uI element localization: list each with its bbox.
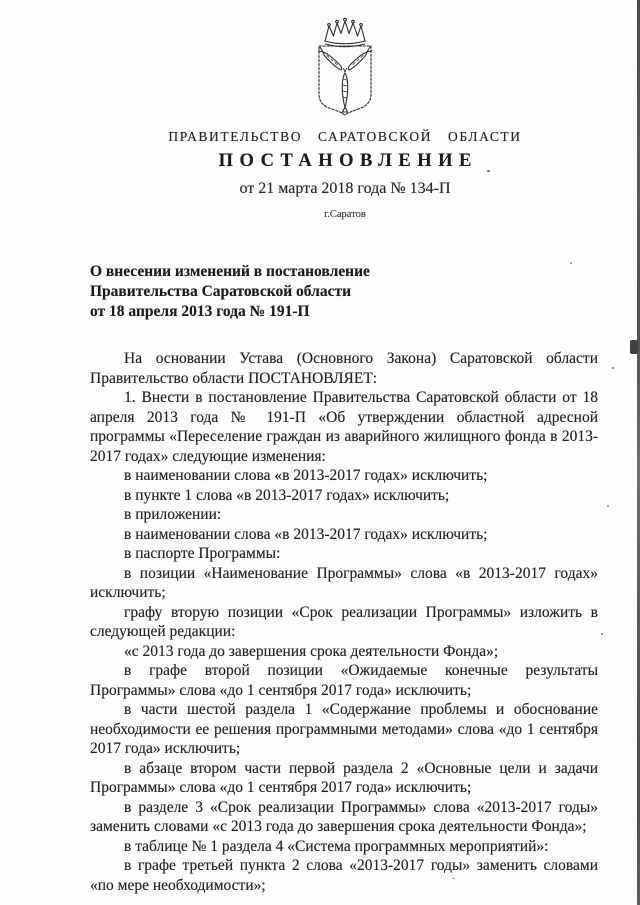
sterlet-right-icon	[348, 52, 367, 70]
body-paragraph: На основании Устава (Основного Закона) Саратовской области Правительство области ПОСТАНОВЛЯЕТ:	[90, 350, 598, 387]
scan-speck	[601, 633, 603, 635]
document-city: г.Саратов	[324, 209, 366, 220]
body-paragraph: в графе второй позиции «Ожидаемые конечные результаты Программы» слова «до 1 сентября 2017 года» исключить;	[90, 662, 598, 699]
body-paragraph: в наименовании слова «в 2013-2017 годах» исключить;	[124, 525, 488, 543]
coat-of-arms-icon	[316, 16, 374, 116]
scan-edge-blob	[630, 340, 638, 354]
sterlet-center-icon	[342, 73, 347, 107]
body-paragraph: в паспорте Программы:	[124, 545, 281, 562]
title-line: О внесении изменений в постановление	[90, 263, 370, 280]
body-paragraph: в части шестой раздела 1 «Содержание проблемы и обоснование необходимости ее решения программными методами» слова «до 1 сентября 2017 года» исключить;	[90, 701, 598, 757]
document-title	[90, 262, 598, 322]
body-paragraph: в абзаце втором части первой раздела 2 «Основные цели и задачи Программы» слова «до 1 сентября 2017 года» исключить;	[90, 759, 598, 796]
crown-icon	[325, 21, 365, 41]
document-body	[90, 349, 598, 895]
sterlet-left-icon	[323, 52, 342, 70]
body-paragraph: 1. Внести в постановление Правительства Саратовской области от 18 апреля 2013 года № 191-П «Об утверждении областной адресной программы «Переселение граждан из аварийного жилищного фонда в 2013-2017 годах» следующие изменения:	[90, 389, 598, 465]
body-paragraph: в пункте 1 слова «в 2013-2017 годах» исключить;	[124, 486, 450, 504]
shield-icon	[319, 46, 371, 115]
body-paragraph: графу вторую позиции «Срок реализации Программы» изложить в следующей редакции:	[90, 603, 598, 640]
body-paragraph: в графе третьей пункта 2 слова «2013-2017 годы» заменить словами «по мере необходимости»;	[90, 857, 598, 894]
issuing-authority: ПРАВИТЕЛЬСТВО САРАТОВСКОЙ ОБЛАСТИ	[168, 129, 522, 144]
body-paragraph: в наименовании слова «в 2013-2017 годах» исключить;	[124, 467, 488, 484]
scan-speck	[612, 367, 614, 369]
scan-speck	[607, 505, 609, 507]
document-type-heading: ПОСТАНОВЛЕНИЕ	[218, 151, 478, 171]
document-date-number: от 21 марта 2018 года № 134-П	[239, 180, 451, 197]
body-paragraph: «с 2013 года до завершения срока деятельности Фонда»;	[124, 642, 499, 660]
body-paragraph: в таблице № 1 раздела 4 «Система программных мероприятий»:	[124, 837, 549, 855]
title-line: от 18 апреля 2013 года № 191-П	[90, 303, 310, 320]
body-paragraph: в приложении:	[124, 506, 222, 523]
body-paragraph: в позиции «Наименование Программы» слова «в 2013-2017 годах» исключить;	[90, 564, 598, 601]
body-paragraph: в разделе 3 «Срок реализации Программы» слова «2013-2017 годы» заменить словами «с 2013 года до завершения срока деятельности Фонда»;	[90, 798, 598, 835]
title-line: Правительства Саратовской области	[90, 283, 351, 300]
